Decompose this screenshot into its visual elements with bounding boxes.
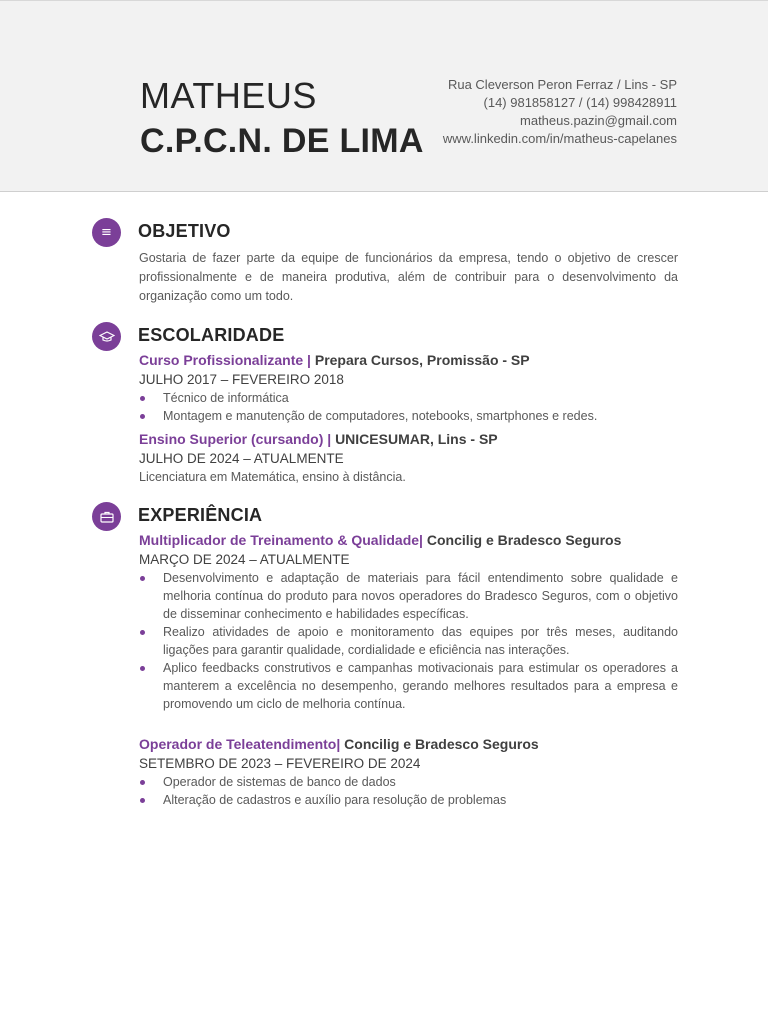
- section-title-experiencia: EXPERIÊNCIA: [138, 505, 263, 525]
- contact-linkedin[interactable]: www.linkedin.com/in/matheus-capelanes: [442, 131, 677, 146]
- bullet-item: [139, 569, 678, 623]
- job-bullets: [139, 569, 678, 713]
- graduation-cap-icon: [92, 322, 121, 351]
- bullet-item: [139, 623, 678, 659]
- contact-phones: (14) 981858127 / (14) 998428911: [483, 95, 677, 110]
- bullet-dot: [140, 630, 145, 635]
- bullet-item: [139, 407, 678, 425]
- contact-address: Rua Cleverson Peron Ferraz / Lins - SP: [447, 77, 677, 92]
- resume-header: [0, 0, 768, 192]
- education-description: Licenciatura em Matemática, ensino à distância.: [139, 470, 406, 484]
- bullet-dot: [140, 780, 145, 785]
- last-name: C.P.C.N. DE LIMA: [140, 122, 424, 160]
- contact-email[interactable]: matheus.pazin@gmail.com: [520, 113, 677, 128]
- bullet-dot: [140, 798, 145, 803]
- title-separator: |: [323, 431, 336, 447]
- education-course: Ensino Superior (cursando): [139, 431, 324, 447]
- job-bullets: [139, 773, 678, 809]
- job-role: Multiplicador de Treinamento & Qualidade: [139, 532, 420, 548]
- section-title-objetivo: OBJETIVO: [138, 221, 231, 241]
- education-date: JULHO 2017 – FEVEREIRO 2018: [139, 372, 344, 387]
- section-objetivo: [92, 218, 678, 308]
- bullet-item: [139, 773, 678, 791]
- section-experiencia: [92, 502, 678, 822]
- job-company: Concilig e Bradesco Seguros: [344, 736, 539, 752]
- bullet-dot: [140, 414, 145, 419]
- experience-entry: [139, 531, 678, 713]
- title-separator: |: [307, 352, 315, 368]
- title-separator: |: [336, 736, 345, 752]
- bullet-dot: [140, 666, 145, 671]
- section-title-escolaridade: ESCOLARIDADE: [138, 325, 285, 345]
- bullet-item: [139, 791, 678, 809]
- bullet-text: Realizo atividades de apoio e monitoramento das equipes por três meses, auditando ligações para garantir qualidade, cordialidade e eficiência nas interações.: [163, 625, 678, 657]
- bullet-item: [139, 659, 678, 713]
- job-role: Operador de Teleatendimento: [139, 736, 337, 752]
- job-company: Concilig e Bradesco Seguros: [426, 532, 622, 548]
- bullet-text: Montagem e manutenção de computadores, notebooks, smartphones e redes.: [163, 409, 598, 423]
- experience-entry-title: [139, 531, 678, 550]
- education-course: Curso Profissionalizante: [139, 352, 308, 368]
- objetivo-text: Gostaria de fazer parte da equipe de funcionários da empresa, tendo o objetivo de crescer profissionalmente e de maneira produtiva, além de contribuir para o desenvolvimento da organização como um todo.: [139, 251, 678, 303]
- bullet-text: Aplico feedbacks construtivos e campanhas motivacionais para estimular os operadores a manterem a excelência no desempenho, gerando melhores resultados para a empresa e promovendo um ciclo de melhoria contínua.: [163, 661, 678, 711]
- bullet-text: Alteração de cadastros e auxílio para resolução de problemas: [163, 793, 507, 807]
- job-date: MARÇO DE 2024 – ATUALMENTE: [139, 552, 350, 567]
- education-entry-title: [139, 430, 678, 449]
- education-entry: [139, 351, 678, 425]
- first-name: MATHEUS: [140, 75, 317, 116]
- education-entry: [139, 430, 678, 487]
- bullet-text: Operador de sistemas de banco de dados: [163, 775, 396, 789]
- education-entry-title: [139, 351, 678, 370]
- briefcase-icon-svg: [100, 511, 114, 523]
- bullet-text: Desenvolvimento e adaptação de materiais para fácil entendimento sobre qualidade e melhoria contínua do produto para novos operadores do Bradesco Seguros, com o objetivo de disseminar conhecimento e habilidades específicas.: [163, 571, 678, 621]
- section-escolaridade: [92, 322, 678, 492]
- bullet-item: [139, 389, 678, 407]
- bullet-text: Técnico de informática: [163, 391, 289, 405]
- job-date: SETEMBRO DE 2023 – FEVEREIRO DE 2024: [139, 756, 421, 771]
- contact-block: [443, 76, 677, 148]
- list-icon: ≡: [92, 218, 121, 247]
- experience-entry: [139, 735, 678, 809]
- graduation-cap-icon-svg: [99, 331, 115, 343]
- bullet-dot: [140, 396, 145, 401]
- briefcase-icon: [92, 502, 121, 531]
- education-institution: Prepara Cursos, Promissão - SP: [314, 352, 530, 368]
- bullet-dot: [140, 576, 145, 581]
- title-separator: |: [419, 532, 427, 548]
- education-institution: UNICESUMAR, Lins - SP: [335, 431, 498, 447]
- experience-entry-title: [139, 735, 678, 754]
- education-bullets: [139, 389, 678, 425]
- education-date: JULHO DE 2024 – ATUALMENTE: [139, 451, 344, 466]
